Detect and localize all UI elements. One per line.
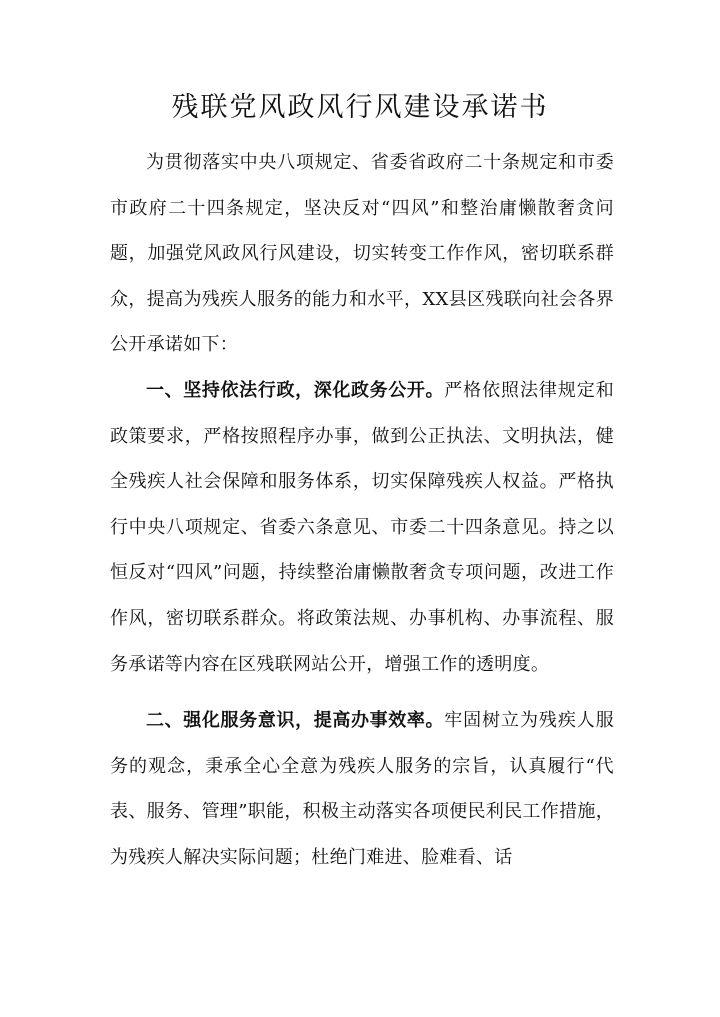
section-paragraph-1 [110, 368, 614, 687]
section-heading-1: 一、坚持依法行政，深化政务公开。 [146, 379, 445, 401]
document-body [110, 140, 614, 881]
section-paragraph-2 [110, 698, 614, 880]
section-heading-2: 二、强化服务意识，提高办事效率。 [146, 710, 445, 732]
intro-paragraph: 为贯彻落实中央八项规定、省委省政府二十条规定和市委市政府二十四条规定，坚决反对“四风”和整治庸懒散奢贪问题，加强党风政风行风建设，切实转变工作作风，密切联系群众，提高为残疾人服务的能力和水平，XX县区残联向社会各界公开承诺如下： [110, 152, 614, 356]
document-title: 残联党风政风行风建设承诺书 [171, 92, 549, 123]
section-text-2: 牢固树立为残疾人服务的观念，秉承全心全意为残疾人服务的宗旨，认真履行“代表、服务、管理”职能，积极主动落实各项便民利民工作措施，为残疾人解决实际问题；杜绝门难进、脸难看、话 [110, 710, 615, 868]
section-text-1: 严格依照法律规定和政策要求，严格按照程序办事，做到公正执法、文明执法，健全残疾人社会保障和服务体系，切实保障残疾人权益。严格执行中央八项规定、省委六条意见、市委二十四条意见。持之以恒反对“四风”问题，持续整治庸懒散奢贪专项问题，改进工作作风，密切联系群众。将政策法规、办事机构、办事流程、服务承诺等内容在区残联网站公开，增强工作的透明度。 [110, 379, 615, 675]
